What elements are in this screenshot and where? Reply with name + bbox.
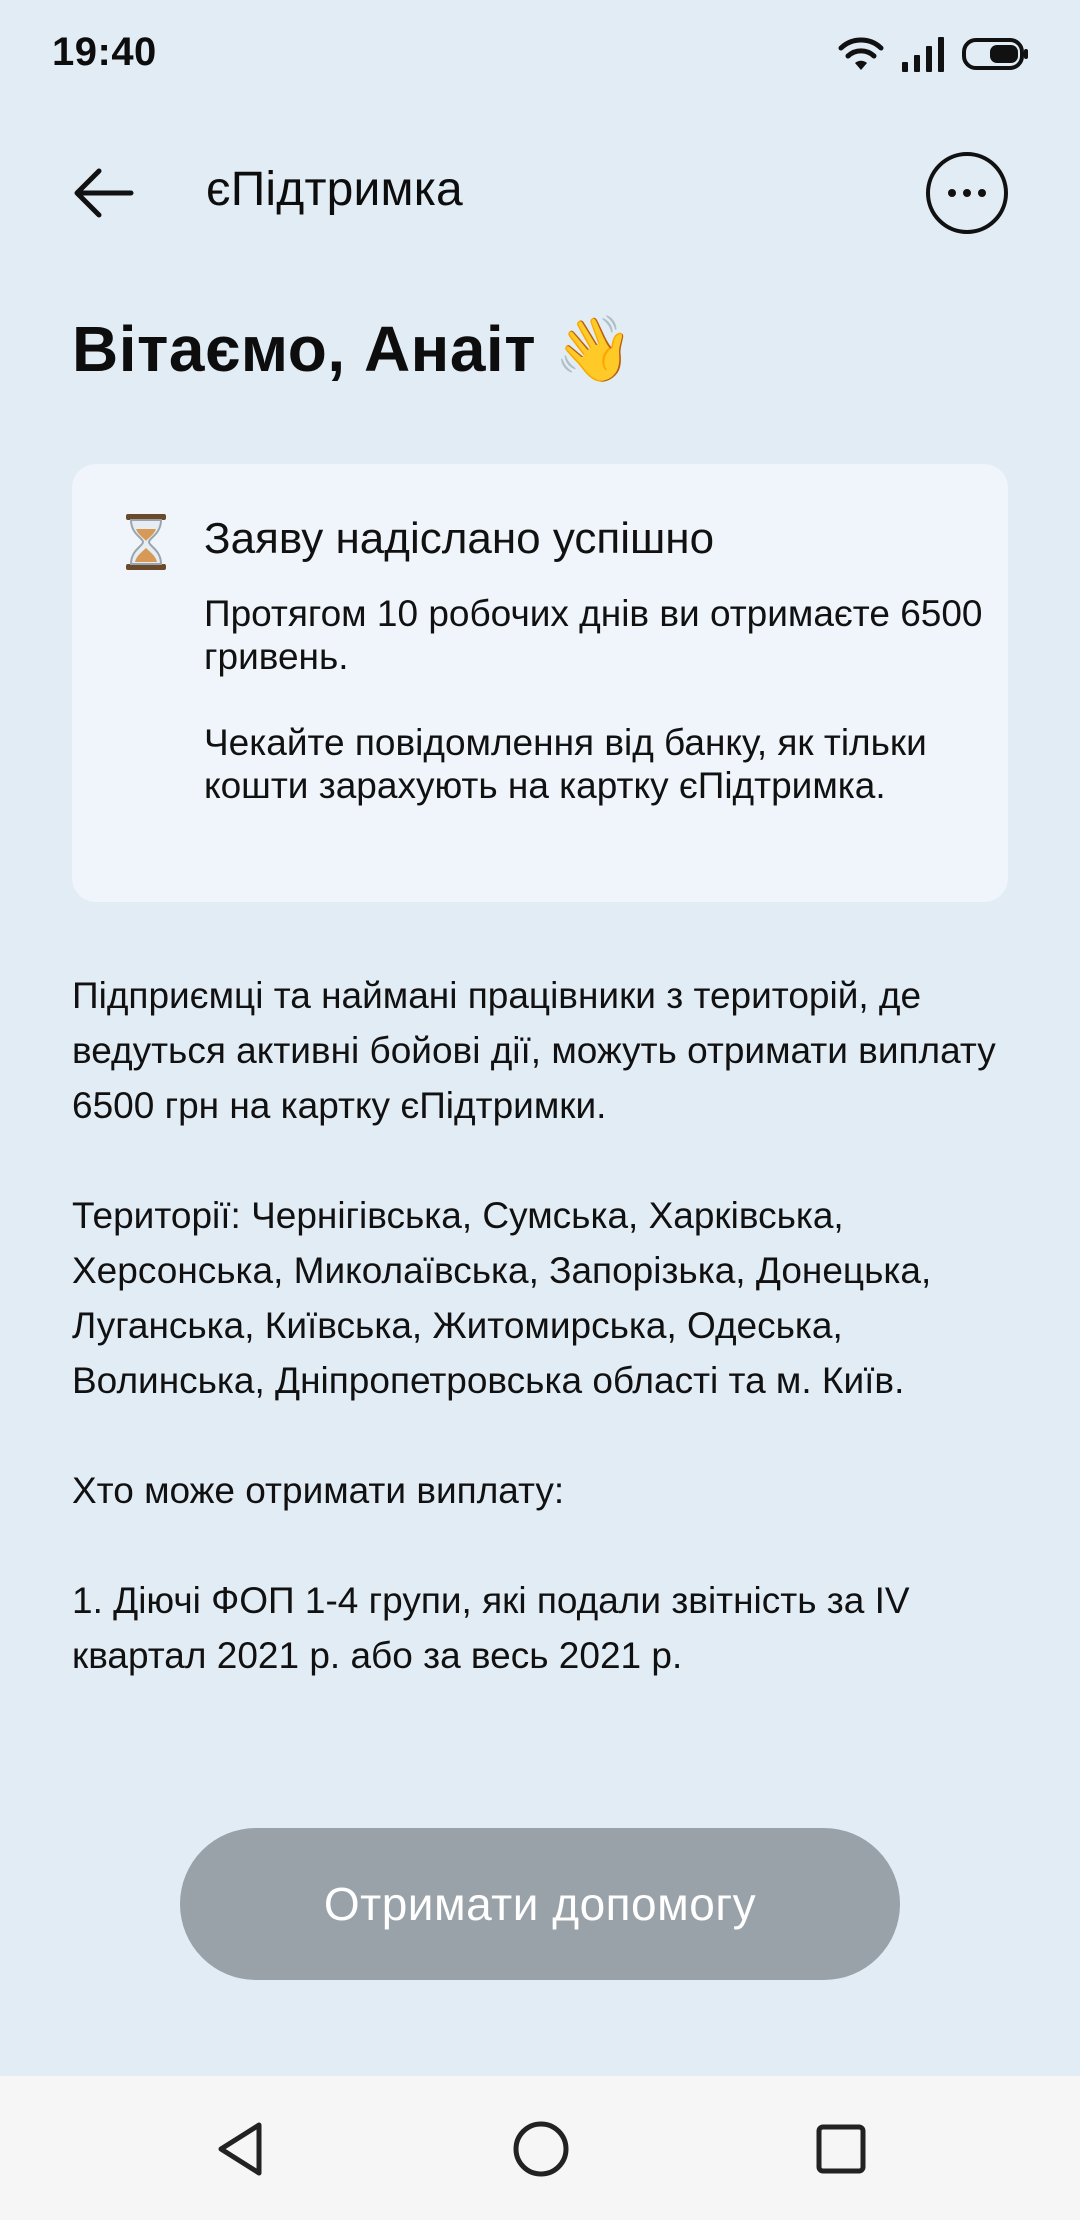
status-time: 19:40 — [52, 30, 157, 74]
hourglass-icon — [122, 512, 170, 572]
recents-square-icon — [811, 2119, 871, 2179]
status-bar — [0, 0, 1080, 116]
signal-icon — [900, 34, 948, 79]
header — [0, 140, 1080, 250]
page-title — [72, 312, 634, 386]
get-help-button[interactable]: Отримати допомогу — [180, 1828, 900, 1980]
arrow-left-icon — [71, 167, 135, 219]
card-body-line-1: Протягом 10 робочих днів ви отримаєте 6500 гривень. — [204, 593, 983, 677]
header-title: єПідтримка — [206, 163, 463, 216]
card-body — [204, 592, 984, 807]
home-circle-icon — [511, 2119, 571, 2179]
card-body-line-2: Чекайте повідомлення від банку, як тільки кошти зарахують на картку єПідтримка. — [204, 722, 927, 806]
description-paragraph: Хто може отримати виплату: — [72, 1470, 565, 1511]
description-paragraph: 1. Діючі ФОП 1-4 групи, які подали звітність за IV квартал 2021 р. або за весь 2021 р. — [72, 1580, 910, 1676]
back-triangle-icon — [211, 2119, 271, 2179]
more-horizontal-icon — [948, 189, 986, 197]
application-status-card — [72, 464, 1008, 902]
more-button[interactable] — [926, 152, 1008, 234]
back-button[interactable] — [66, 160, 140, 226]
nav-back-button[interactable] — [196, 2104, 286, 2194]
waving-hand-icon: 👋 — [554, 313, 635, 385]
nav-recents-button[interactable] — [796, 2104, 886, 2194]
nav-home-button[interactable] — [496, 2104, 586, 2194]
description-paragraph: Території: Чернігівська, Сумська, Харківська, Херсонська, Миколаївська, Запорізька, Донецька, Луганська, Київська, Житомирська, Одеська, Волинська, Дніпропетровська області та м. Київ. — [72, 1195, 932, 1401]
greeting-text: Вітаємо, Анаіт — [72, 313, 537, 385]
program-description — [72, 968, 1012, 1756]
status-icons — [836, 34, 1030, 78]
card-title: Заяву надіслано успішно — [204, 514, 715, 563]
wifi-icon — [836, 34, 886, 79]
description-paragraph: Підприємці та наймані працівники з територій, де ведуться активні бойові дії, можуть отримати виплату 6500 грн на картку єПідтримки. — [72, 975, 996, 1126]
system-nav-bar — [0, 2076, 1080, 2220]
battery-icon — [962, 36, 1030, 77]
